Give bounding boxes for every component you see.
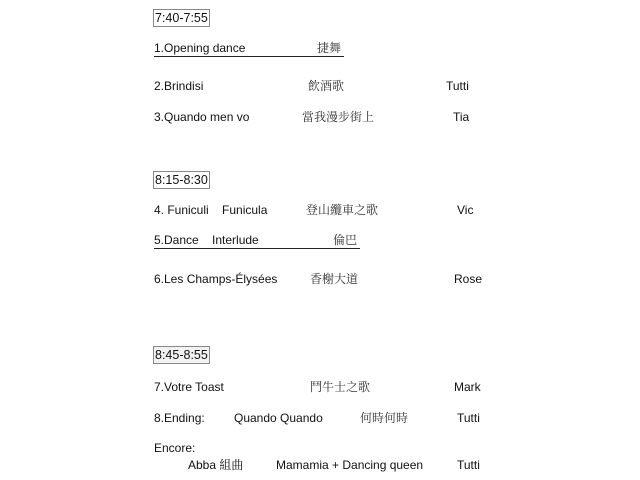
item-3-performer: Tia (453, 110, 470, 124)
item-1-chinese: 捷舞 (317, 41, 342, 55)
encore-label: Encore: (154, 441, 196, 455)
section-time-2: 8:15-8:30 (155, 173, 208, 187)
item-7-performer: Mark (454, 380, 481, 394)
item-6-title: 6.Les Champs-Élysées (154, 272, 278, 286)
encore-songs: Mamamia + Dancing queen (276, 458, 424, 472)
item-7-chinese: 鬥牛士之歌 (310, 380, 371, 394)
item-8-chinese: 何時何時 (360, 411, 409, 425)
item-5-chinese: 倫巴 (333, 233, 358, 247)
section-time-3: 8:45-8:55 (155, 348, 208, 362)
item-6-chinese: 香榭大道 (310, 272, 359, 286)
item-3-chinese: 當我漫步街上 (302, 110, 375, 124)
encore-performer: Tutti (457, 458, 480, 472)
item-8-title: 8.Ending: (154, 411, 205, 425)
item-2-performer: Tutti (446, 79, 469, 93)
item-4-performer: Vic (457, 203, 474, 217)
item-1-title: 1.Opening dance (154, 41, 246, 55)
item-3-title: 3.Quando men vo (154, 110, 250, 124)
item-5-underline (154, 247, 360, 249)
item-5-title: 5.Dance Interlude (154, 233, 259, 247)
item-2-chinese: 飲酒歌 (308, 79, 345, 93)
section-time-1: 7:40-7:55 (155, 11, 208, 25)
item-8-subtitle: Quando Quando (234, 411, 323, 425)
item-7-title: 7.Votre Toast (154, 380, 224, 394)
item-2-title: 2.Brindisi (154, 79, 204, 93)
item-8-performer: Tutti (457, 411, 480, 425)
item-6-performer: Rose (454, 272, 483, 286)
item-4-chinese: 登山纜車之歌 (306, 203, 379, 217)
item-1-underline (154, 55, 344, 57)
item-4-title: 4. Funiculi Funicula (154, 203, 268, 217)
encore-title: Abba 組曲 (188, 458, 244, 472)
